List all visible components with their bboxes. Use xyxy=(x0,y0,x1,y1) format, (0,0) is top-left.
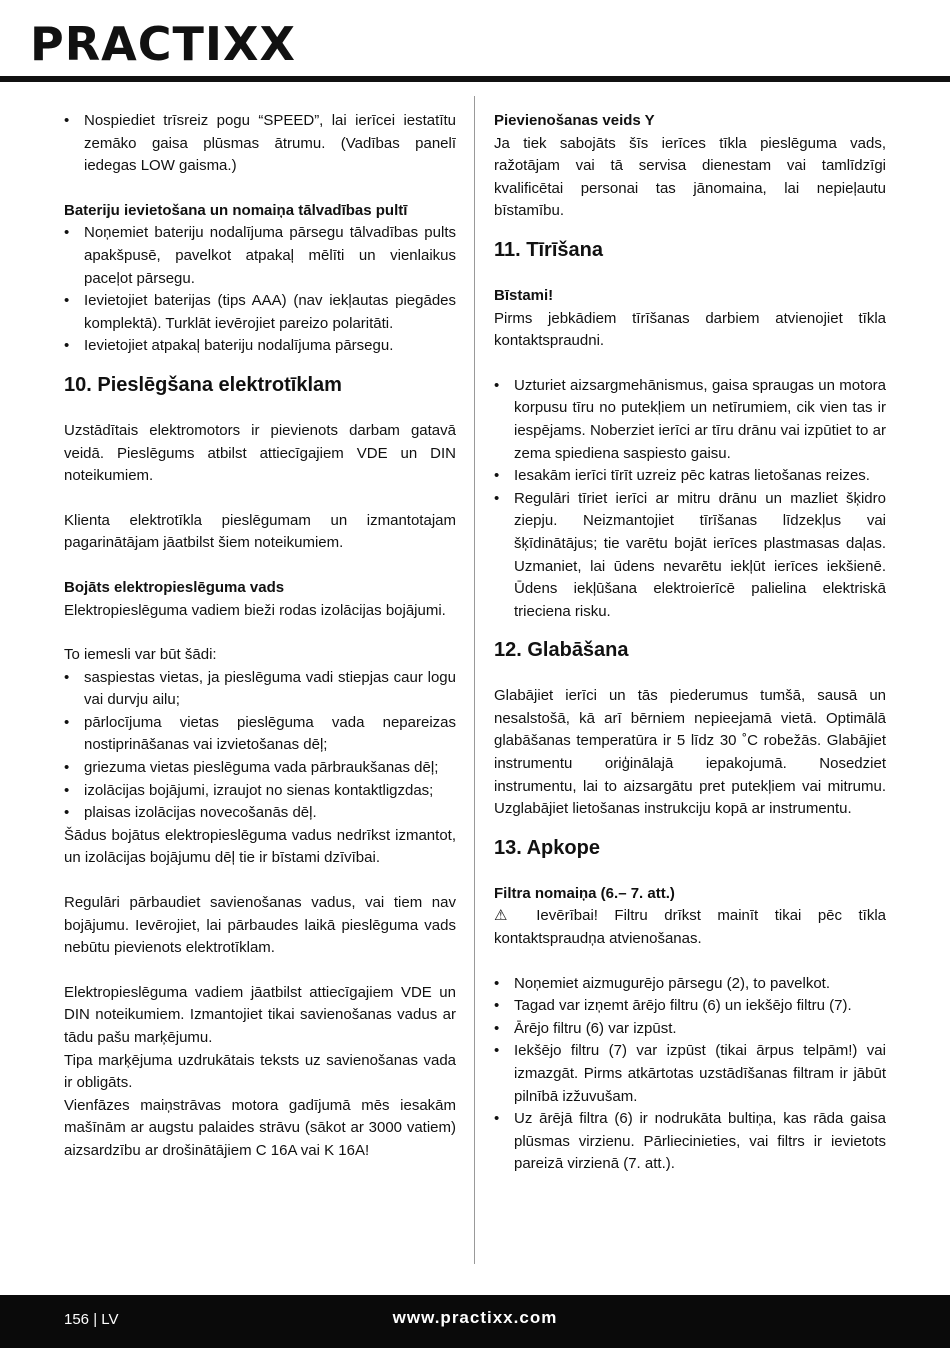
brand-logo: PRACTIXX xyxy=(30,17,296,71)
list-item: • saspiestas vietas, ja pieslēguma vadi stiepjas caur logu vai durvju ailu; xyxy=(64,667,456,712)
list-item: • Uz ārējā filtra (6) ir nodrukāta bultiņa, kas rāda gaisa plūsmas virzienu. Pārliecinieties, vai filtrs ir ievietots pareizā virzienā (7. att.). xyxy=(494,1108,886,1176)
battery-list xyxy=(64,222,456,358)
cleaning-list xyxy=(494,375,886,624)
battery-heading: Bateriju ievietošana un nomaiņa tālvadības pultī xyxy=(64,201,408,219)
list-item: • Ārējo filtru (6) var izpūst. xyxy=(494,1018,886,1041)
list-item: • Tagad var izņemt ārējo filtru (6) un iekšējo filtru (7). xyxy=(494,995,886,1018)
list-item: • griezuma vietas pieslēguma vada pārbraukšanas dēļ; xyxy=(64,757,456,780)
warning-triangle-icon: ⚠ xyxy=(494,907,520,925)
list-item: • Iekšējo filtru (7) var izpūst (tikai ārpus telpām!) vai izmazgāt. Pirms atkārtotas uzstādīšanas filtram ir jābūt pilnībā izžuvušam. xyxy=(494,1040,886,1108)
warning-paragraph xyxy=(494,905,886,950)
paragraph: Elektropieslēguma vadiem jāatbilst attiecīgajiem VDE un DIN noteikumiem. Izmantojiet tikai savienošanas vadus ar tādu pašu marķējumu. xyxy=(64,983,456,1046)
list-item: • Uzturiet aizsargmehānismus, gaisa spraugas un motora korpusu tīru no putekļiem un netīrumiem, cik vien tas ir iespējams. Noberziet ierīci ar tīru drānu vai izpūtiet to ar zema spiediena saspiesto gaisu. xyxy=(494,375,886,465)
list-item: • Noņemiet aizmugurējo pārsegu (2), to pavelkot. xyxy=(494,973,886,996)
list-item: • Nospiediet trīsreiz pogu “SPEED”, lai ierīcei iestatītu zemāko gaisa plūsmas ātrumu. (Vadības panelī iedegas LOW gaisma.) xyxy=(64,110,456,178)
list-item: • Ievietojiet baterijas (tips AAA) (nav iekļautas piegādes komplektā). Turklāt ievērojiet pareizo polaritāti. xyxy=(64,290,456,335)
warning-text: Ievērībai! Filtru drīkst mainīt tikai pēc tīkla kontaktspraudņa atvienošanas. xyxy=(494,907,887,948)
list-item: • Noņemiet bateriju nodalījuma pārsegu tālvadības pults apakšpusē, pavelkot atpakaļ mēlīti un vienlaikus paceļot pārsegu. xyxy=(64,222,456,290)
list-item: • izolācijas bojājumi, izraujot no sienas kontaktligzdas; xyxy=(64,780,456,803)
section-10-title: 10. Pieslēgšana elektrotīklam xyxy=(64,373,342,396)
reasons-list xyxy=(64,667,456,825)
speed-list xyxy=(64,110,456,178)
connection-type-heading: Pievienošanas veids Y xyxy=(494,112,655,129)
list-item: • plaisas izolācijas novecošanās dēļ. xyxy=(64,802,456,825)
header-rule xyxy=(0,76,950,82)
paragraph: Vienfāzes maiņstrāvas motora gadījumā mēs iesakām mašīnām ar augstu palaides strāvu (sākot ar 3000 vatiem) aizsardzību ar drošinātājiem C 16A vai K 16A! xyxy=(64,1096,456,1159)
filter-list xyxy=(494,973,886,1176)
paragraph: Šādus bojātus elektropieslēguma vadus nedrīkst izmantot, un izolācijas bojājumu dēļ tie ir bīstami dzīvībai. xyxy=(64,826,456,867)
right-column xyxy=(494,110,886,1176)
footer-bar xyxy=(0,1295,950,1348)
page-number: 156 | LV xyxy=(64,1311,119,1328)
section-11-title: 11. Tīrīšana xyxy=(494,238,603,261)
damaged-cable-heading: Bojāts elektropieslēguma vads xyxy=(64,578,285,596)
paragraph: Uzstādītais elektromotors ir pievienots darbam gatavā veidā. Pieslēgums atbilst attiecīgajiem VDE un DIN noteikumiem. xyxy=(64,421,456,485)
list-item: • Regulāri tīriet ierīci ar mitru drānu un mazliet šķidro ziepju. Neizmantojiet tīrīšanas līdzekļus vai šķīdinātājus; tie varētu bojāt ierīces plastmasas daļas. Uzmaniet, lai ūdens nevarētu iekļūt ierīces iekšienē. Ūdens iekļūšana elektroierīcē palielina elektriskā trieciena risku. xyxy=(494,488,886,624)
paragraph: Klienta elektrotīkla pieslēgumam un izmantotajam pagarinātājam jāatbilst šiem noteikumiem. xyxy=(64,511,456,552)
left-column xyxy=(64,110,456,1163)
paragraph: Glabājiet ierīci un tās piederumus tumšā, sausā un nesalstošā, kā arī bērniem nepieejamā vietā. Optimālā glabāšanas temperatūra ir 5 līdz 30 ˚C robežās. Glabājiet instrumentu oriģinālajā iepakojumā. Nosedziet instrumentu, lai to aizsargātu pret putekļiem vai mitrumu. Uzglabājiet lietošanas instrukciju kopā ar instrumentu. xyxy=(494,687,886,818)
danger-heading: Bīstami! xyxy=(494,286,554,304)
paragraph: Ja tiek sabojāts šīs ierīces tīkla pieslēguma vads, ražotājam vai tā servisa dienestam vai tamlīdzīgi kvalificētai personai tas jānomaina, lai nepieļautu bīstamību. xyxy=(494,134,886,220)
paragraph: Regulāri pārbaudiet savienošanas vadus, vai tiem nav bojājumu. Ievērojiet, lai pārbaudes laikā pieslēguma vads nebūtu pievienots elektrotīklam. xyxy=(64,894,456,957)
column-divider xyxy=(474,96,475,1264)
paragraph: Pirms jebkādiem tīrīšanas darbiem atvienojiet tīkla kontaktspraudni. xyxy=(494,309,886,350)
reasons-intro: To iemesli var būt šādi: xyxy=(64,646,217,664)
list-item: • Ievietojiet atpakaļ bateriju nodalījuma pārsegu. xyxy=(64,335,456,358)
paragraph: Tipa marķējuma uzdrukātais teksts uz savienošanas vada ir obligāts. xyxy=(64,1051,456,1092)
website-link[interactable]: www.practixx.com xyxy=(392,1308,558,1327)
section-13-title: 13. Apkope xyxy=(494,836,600,859)
list-item: • pārlocījuma vietas pieslēguma vada nepareizas nostiprināšanas vai izvietošanas dēļ; xyxy=(64,712,456,757)
section-12-title: 12. Glabāšana xyxy=(494,639,629,662)
list-item: • Iesakām ierīci tīrīt uzreiz pēc katras lietošanas reizes. xyxy=(494,465,886,488)
paragraph: Elektropieslēguma vadiem bieži rodas izolācijas bojājumi. xyxy=(64,601,446,619)
filter-heading: Filtra nomaiņa (6.– 7. att.) xyxy=(494,884,675,902)
